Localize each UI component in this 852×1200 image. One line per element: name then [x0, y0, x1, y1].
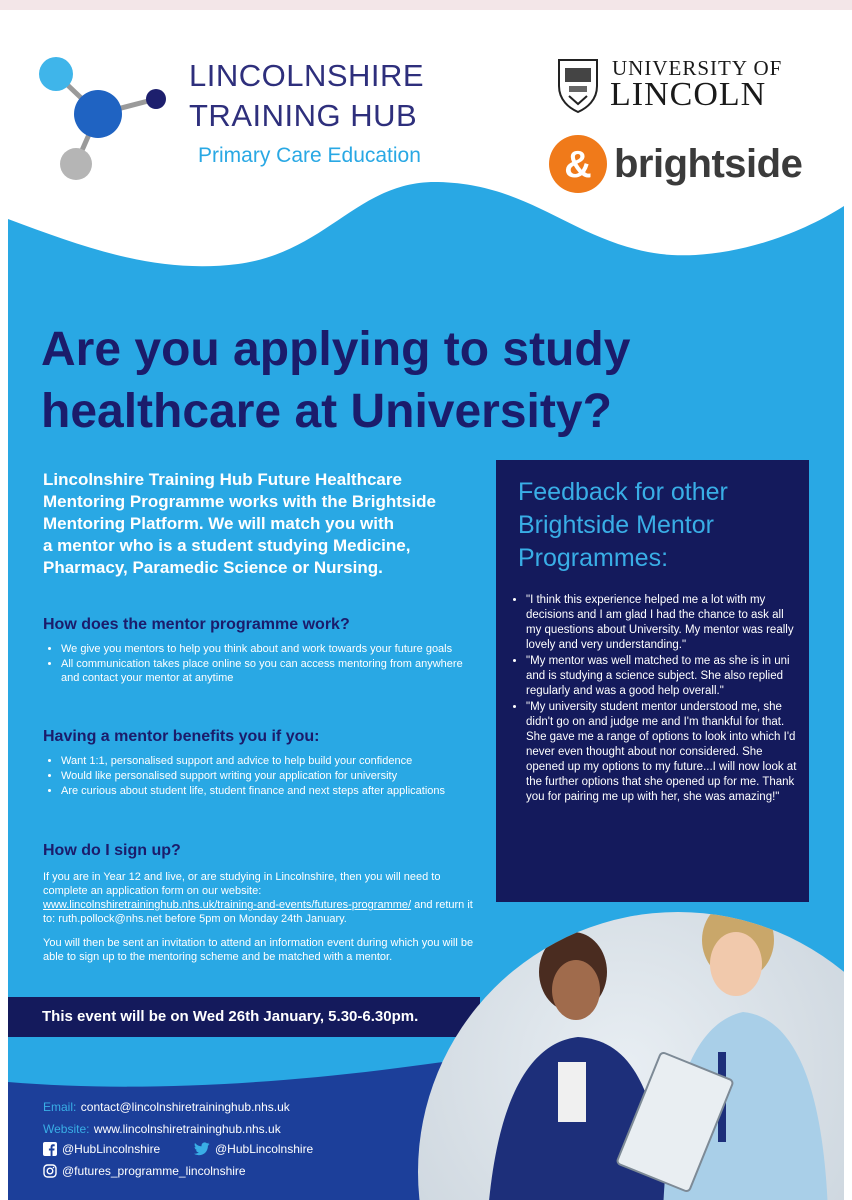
twitter-row[interactable]: [194, 1142, 313, 1156]
list-item: • Would like personalised support writing your application for university: [61, 769, 471, 783]
university-name-line2: LINCOLN: [610, 76, 767, 113]
feedback-title-line: Brightside Mentor: [518, 511, 714, 539]
event-banner: [8, 997, 480, 1037]
feedback-panel: [496, 460, 809, 902]
signup-text: [43, 870, 478, 964]
list-item: • Want 1:1, personalised support and advice to help build your confidence: [61, 754, 471, 768]
intro-line: Mentoring Platform. We will match you with: [43, 514, 395, 533]
signup-text-b: and return it to: ruth.pollock@nhs.net before 5pm on Monday 24th January.: [43, 899, 473, 925]
email-link[interactable]: contact@lincolnshiretraininghub.nhs.uk: [80, 1100, 290, 1114]
intro-line: Pharmacy, Paramedic Science or Nursing.: [43, 558, 383, 577]
top-border: [0, 0, 852, 10]
feedback-title: [518, 476, 728, 575]
instagram-row[interactable]: [43, 1164, 246, 1178]
hub-molecule-logo: [38, 52, 178, 192]
nurses-photo: [418, 912, 844, 1200]
facebook-row[interactable]: [43, 1142, 160, 1156]
signup-paragraph: [43, 870, 478, 926]
poster-sheet: [8, 14, 844, 1200]
testimonial: • "My university student mentor understood me, she didn't go on and judge me and I'm thankful for that. She gave me a range of options to look into which I'd never even thought about nor considered. She opened up my options to my future...I will now look at the further options that she opened up for me. Thank you for pairing me up with her, she was amazing!": [526, 700, 798, 805]
twitter-icon: [194, 1142, 210, 1156]
hub-name-line2: TRAINING HUB: [189, 98, 418, 133]
how-it-works-heading: How does the mentor programme work?: [43, 616, 350, 633]
benefits-list: [43, 754, 471, 799]
intro-paragraph: [43, 469, 483, 579]
how-it-works-list: [43, 642, 481, 686]
list-item: • All communication takes place online so you can access mentoring from anywhere and contact your mentor at anytime: [61, 657, 481, 685]
list-item: • Are curious about student life, student finance and next steps after applications: [61, 784, 471, 798]
brightside-logo-icon: [546, 132, 610, 196]
university-name-line1: UNIVERSITY OF: [612, 56, 783, 80]
event-text: This event will be on Wed 26th January, 5.30-6.30pm.: [42, 1008, 419, 1025]
email-row: [43, 1098, 290, 1116]
feedback-title-line: Feedback for other: [518, 478, 728, 506]
intro-line: Mentoring Programme works with the Brightside: [43, 492, 436, 511]
intro-line: a mentor who is a student studying Medicine,: [43, 536, 411, 555]
brightside-wordmark: brightside: [614, 142, 803, 186]
futures-programme-link[interactable]: www.lincolnshiretraininghub.nhs.uk/training-and-events/futures-programme/: [43, 899, 412, 911]
website-link[interactable]: www.lincolnshiretraininghub.nhs.uk: [93, 1122, 281, 1136]
website-row: [43, 1120, 281, 1138]
svg-text:&: &: [564, 144, 592, 186]
hub-subtitle: Primary Care Education: [198, 144, 421, 167]
feedback-title-line: Programmes:: [518, 544, 669, 572]
testimonial: • "I think this experience helped me a lot with my decisions and I am glad I had the chance to ask all my questions about University. My mentor was really lovely and very understanding.": [526, 593, 798, 653]
headline-line1: Are you applying to study: [41, 323, 631, 376]
feedback-list: [504, 593, 798, 806]
twitter-handle: @HubLincolnshire: [215, 1142, 314, 1156]
facebook-handle: @HubLincolnshire: [62, 1142, 161, 1156]
benefits-heading: Having a mentor benefits you if you:: [43, 728, 320, 745]
instagram-icon: [43, 1164, 57, 1178]
nurses-illustration: [418, 912, 844, 1200]
signup-heading: How do I sign up?: [43, 842, 181, 859]
intro-line: Lincolnshire Training Hub Future Healthcare: [43, 470, 402, 489]
signup-paragraph-2: You will then be sent an invitation to attend an information event during which you will be able to sign up to the mentoring scheme and be matched with a mentor.: [43, 937, 474, 963]
headline-line2: healthcare at University?: [41, 385, 612, 438]
signup-text-a: If you are in Year 12 and live, or are studying in Lincolnshire, then you will need to complete an application form on our website:: [43, 871, 441, 897]
website-label: Website:: [43, 1122, 90, 1136]
hub-name-line1: LINCOLNSHIRE: [189, 58, 425, 93]
university-crest-icon: [553, 56, 603, 114]
facebook-icon: [43, 1142, 57, 1156]
email-label: Email:: [43, 1100, 77, 1114]
list-item: • We give you mentors to help you think about and work towards your future goals: [61, 642, 481, 656]
testimonial: • "My mentor was well matched to me as she is in uni and is studying a science subject. She also replied regularly and was a good help overall.": [526, 654, 798, 699]
instagram-handle: @futures_programme_lincolnshire: [62, 1164, 246, 1178]
